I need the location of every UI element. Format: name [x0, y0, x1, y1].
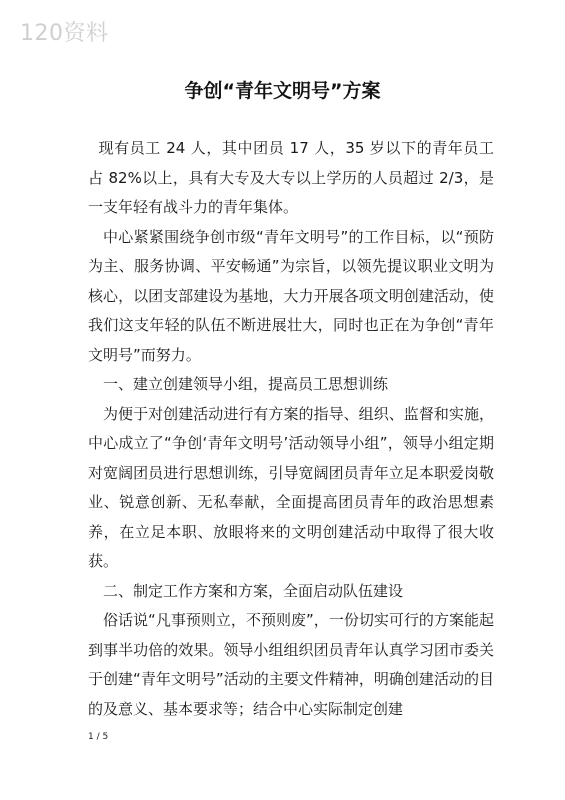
page-number: 1 / 5 [88, 732, 109, 742]
document-title: 争创“青年文明号”方案 [184, 80, 381, 102]
paragraph-leadership: 为便于对创建活动进行有方案的指导、组织、监督和实施，中心成立了“争创‘青年文明号’活动领导小组”，领导小组定期对宽阔团员进行思想训练，引导宽阔团员青年立足本职爱岗敬业、锐意创新、无私奉献，全面提高团员青年的政治思想素养，在立足本职、放眼将来的文明创建活动中取得了很大收获。 [88, 404, 494, 570]
document-body [88, 134, 494, 724]
watermark: 120资料 [20, 21, 109, 46]
paragraph-intro: 现有员工 24 人，其中团员 17 人，35 岁以下的青年员工占 82%以上，具有大专及大专以上学历的人员超过 2/3，是一支年轻有战斗力的青年集体。 [88, 139, 494, 216]
section-heading-2: 二、制定工作方案和方案，全面启动队伍建设 [103, 581, 404, 600]
paragraph-plan: 俗话说“凡事预则立，不预则废”，一份切实可行的方案能起到事半功倍的效果。领导小组组织团员青年认真学习团市委关于创建“青年文明号”活动的主要文件精神，明确创建活动的目的及意义、基本要求等；结合中心实际制定创建 [88, 611, 494, 718]
paragraph-goal: 中心紧紧围绕争创市级“青年文明号”的工作目标，以“预防为主、服务协调、平安畅通”为宗旨，以领先提议职业文明为核心，以团支部建设为基地，大力开展各项文明创建活动，使我们这支年轻的队伍不断进展壮大，同时也正在为争创“青年文明号”而努力。 [88, 227, 494, 364]
section-heading-1: 一、建立创建领导小组，提高员工思想训练 [103, 375, 389, 393]
